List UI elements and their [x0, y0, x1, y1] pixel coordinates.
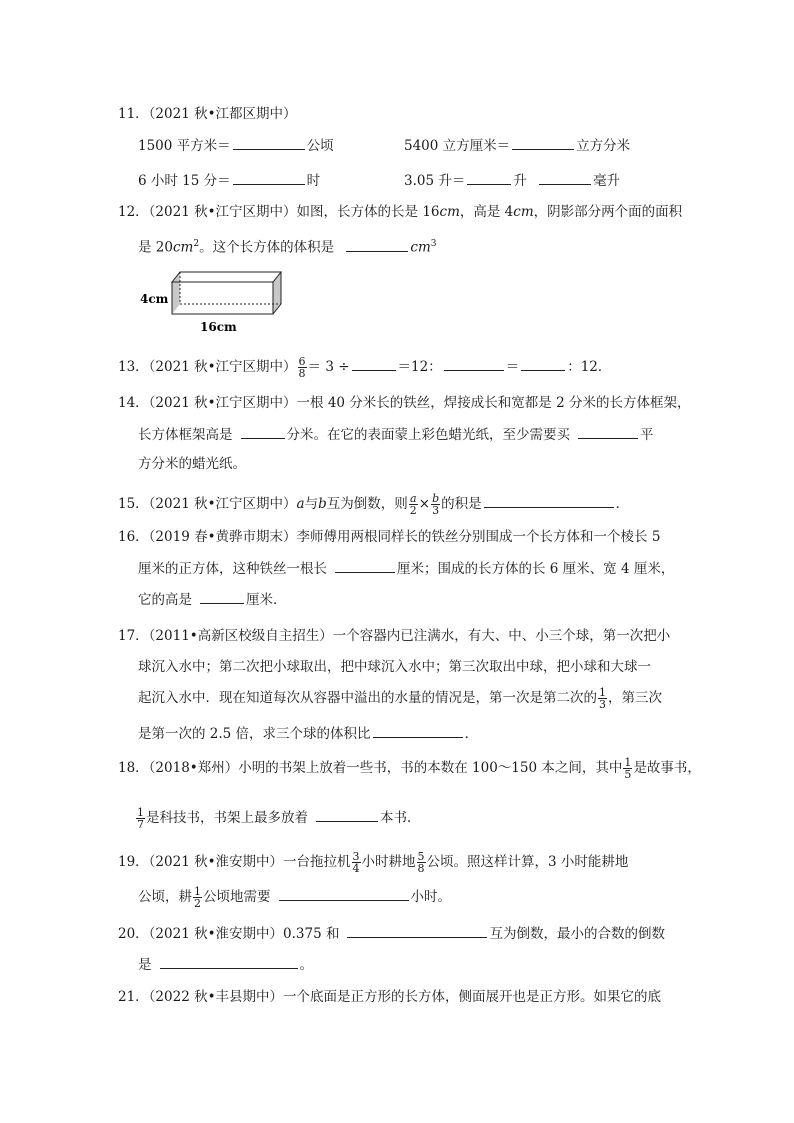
answer-blank[interactable]: [347, 920, 487, 938]
q19-line-2: 公顷，耕 $\frac{1}{2}$ 公顷地需要 小时。: [138, 885, 451, 910]
q12-line-2: 是 $20cm^2$。这个长方体的体积是 $cm^3$: [138, 231, 437, 257]
q11-heading: 11．（2021 秋•江都区期中）: [118, 106, 297, 122]
figure-height-label: 4cm: [140, 292, 169, 306]
q16-line-2: 厘米的正方体，这种铁丝一根长 厘米；围成的长方体的长 6 厘米、宽 4 厘米，: [138, 555, 674, 581]
q17-line-1: 17．（2011•高新区校级自主招生）一个容器内已注满水，有大、中、小三个球，第一次把小: [118, 628, 671, 644]
q17-line-4: 是第一次的 2.5 倍，求三个球的体积比 ．: [138, 720, 478, 746]
answer-blank[interactable]: [200, 586, 244, 604]
figure-length-label: 16cm: [200, 320, 237, 334]
answer-blank[interactable]: [241, 421, 285, 439]
answer-blank[interactable]: [233, 132, 305, 150]
q15-line: 15．（2021 秋•江宁区期中）a与b互为倒数，则 $\frac{a}{2}$ × $\frac{b}{3}$ 的积是 ．: [118, 492, 630, 517]
answer-blank[interactable]: [521, 353, 565, 371]
answer-blank[interactable]: [578, 421, 638, 439]
answer-blank[interactable]: [352, 353, 396, 371]
answer-blank[interactable]: [512, 132, 574, 150]
q14-line-2: 长方体框架高是 分米。在它的表面蒙上彩色蜡光纸，至少需要买 平: [138, 421, 654, 447]
q18-line-1: 18．（2018•郑州）小明的书架上放着一些书，书的本数在 100～150 本之间，其中 $\frac{1}{5}$ 是故事书，: [118, 756, 701, 781]
answer-blank[interactable]: [539, 167, 591, 185]
answer-blank[interactable]: [316, 804, 378, 822]
q12-line-1: 12．（2021 秋•江宁区期中）如图，长方体的长是 16cm，高是 4cm，阴影部分两个面的面积: [118, 204, 683, 220]
cuboid-figure: [140, 268, 300, 344]
q16-line-3: 它的高是 厘米．: [138, 586, 287, 612]
answer-blank[interactable]: [233, 167, 305, 185]
answer-blank[interactable]: [346, 234, 408, 252]
q21-line-1: 21．（2022 秋•丰县期中）一个底面是正方形的长方体，侧面展开也是正方形。如果它的底: [118, 989, 662, 1005]
q18-line-2: $\frac{1}{7}$ 是科技书，书架上最多放着 本书．: [137, 806, 421, 831]
q16-line-1: 16．（2019 春•黄骅市期末）李师傅用两根同样长的铁丝分别围成一个长方体和一个棱长 5: [118, 529, 661, 545]
q14-line-3: 方分米的蜡光纸。: [138, 456, 246, 472]
answer-blank[interactable]: [160, 951, 298, 969]
answer-blank[interactable]: [467, 167, 511, 185]
answer-blank[interactable]: [444, 353, 504, 371]
worksheet-page: 11．（2021 秋•江都区期中） 1500 平方米＝ 公顷 5400 立方厘米＝ 立方分米 6 小时 15 分＝ 时 3.05 升＝ 升 毫升 12．（2021 秋•江宁区期中）如图，长方体的长是 16cm，高是 4cm，阴影部分两个面的面积 是 $20cm^2$。这个长方体的体积是 $cm^3$ 4cm 16cm 13．（2021 秋•江宁区期中） $\frac{6}{8}$ ＝ 3 ÷ ＝12： ＝ ：12． 14．（2021 秋•江宁区期中）一根 40 分米长的铁丝，焊接成长和宽都是 2 分米的长方体框架， 长方体框架高是 分米。在它的表面蒙上彩色蜡光纸，至少需要买 平 方分米的蜡光纸。 15．（2021 秋•江宁区期中）a与b互为倒数，则 $\frac{a}{2}$ × $\frac{b}{3}$ 的积是 ． 16．（2019 春•黄骅市期末）李师傅用两根同样长的铁丝分别围成一个长方体和一个棱长 5 厘米的正方体，这种铁丝一根长 厘米；围成的长方体的长 6 厘米、宽 4 厘米， 它的高是 厘米． 17．（2011•高新区校级自主招生）一个容器内已注满水，有大、中、小三个球，第一次把小 球沉入水中；第二次把小球取出，把中球沉入水中；第三次取出中球，把小球和大球一 起沉入水中．现在知道每次从容器中溢出的水量的情况是，第一次是第二次的 $\frac{1}{3}$ ，第三次 是第一次的 2.5 倍，求三个球的体积比 ． 18．（2018•郑州）小明的书架上放着一些书，书的本数在 100～150 本之间，其中 $\frac{1}{5}$ 是故事书， $\frac{1}{7}$ 是科技书，书架上最多放着 本书． 19．（2021 秋•淮安期中）一台拖拉机 $\frac{3}{4}$ 小时耕地 $\frac{5}{8}$ 公顷。照这样计算，3 小时能耕地 公顷，耕 $\frac{1}{2}$ 公顷地需要 小时。 20．（2021 秋•淮安期中）0.375 和 互为倒数，最小的合数的倒数 是 。 21．（2022 秋•丰县期中）一个底面是正方形的长方体，侧面展开也是正方形。如果它的底: [0, 0, 794, 1123]
answer-blank[interactable]: [373, 720, 463, 738]
answer-blank[interactable]: [335, 555, 395, 573]
q17-line-2: 球沉入水中；第二次把小球取出，把中球沉入水中；第三次取出中球，把小球和大球一: [138, 659, 651, 675]
q20-line-2: 是 。: [138, 951, 313, 977]
q17-line-3: 起沉入水中．现在知道每次从容器中溢出的水量的情况是，第一次是第二次的 $\frac{1}{3}$ ，第三次: [138, 686, 662, 711]
q13-line: 13．（2021 秋•江宁区期中） $\frac{6}{8}$ ＝ 3 ÷ ＝12： ＝ ：12．: [118, 355, 612, 380]
q19-line-1: 19．（2021 秋•淮安期中）一台拖拉机 $\frac{3}{4}$ 小时耕地 $\frac{5}{8}$ 公顷。照这样计算，3 小时能耕地: [118, 850, 629, 875]
q14-line-1: 14．（2021 秋•江宁区期中）一根 40 分米长的铁丝，焊接成长和宽都是 2 分米的长方体框架，: [118, 395, 691, 411]
q20-line-1: 20．（2021 秋•淮安期中）0.375 和 互为倒数，最小的合数的倒数: [118, 920, 665, 946]
answer-blank[interactable]: [279, 883, 409, 901]
answer-blank[interactable]: [484, 490, 614, 508]
